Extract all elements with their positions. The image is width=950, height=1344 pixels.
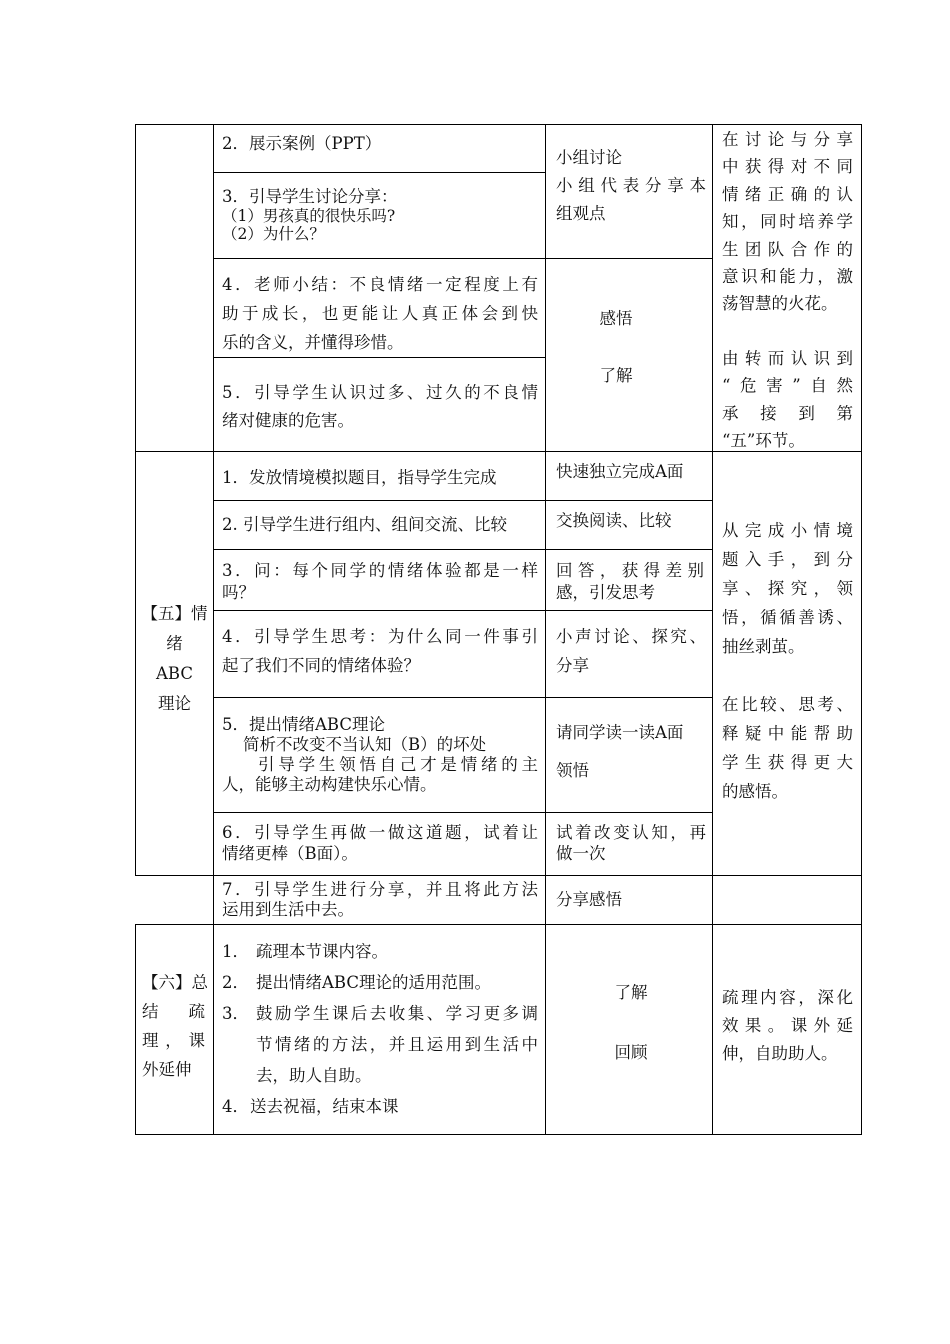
design-intent-text: 效果。课外延 [722, 1016, 853, 1035]
design-intent-text: 承 接 到 第 [722, 403, 853, 423]
teacher-activity-text: 5．提出情绪ABC理论 [222, 715, 385, 734]
design-intent-text: “危害”自然 [722, 376, 853, 396]
student-activity-text: 回答，获得差别 [556, 561, 704, 580]
numbered-item [222, 998, 538, 1091]
design-intent-text: 生团队合作的 [722, 239, 853, 259]
section-title: 结 疏 [142, 1002, 205, 1021]
design-intent-cell [722, 126, 853, 454]
numbered-item [222, 1091, 538, 1122]
design-intent-spacer [722, 318, 853, 345]
section-title: 绪 [166, 634, 183, 653]
student-activity-cell [556, 822, 706, 864]
col-border [213, 124, 214, 1135]
section-title: 【五】情 [141, 604, 208, 623]
section-title-cell [142, 968, 208, 1084]
table-bottom-border [135, 1134, 862, 1135]
teacher-activity-text: 情绪更棒（B面）。 [222, 844, 358, 863]
teacher-activity-text: 2. 引导学生进行组内、组间交流、比较 [222, 515, 507, 534]
row-divider [213, 258, 712, 259]
teacher-activity-text: （1）男孩真的很快乐吗? [222, 207, 396, 225]
row-divider [213, 697, 712, 698]
section-title: 理论 [158, 694, 191, 713]
teacher-activity-text: 乐的含义，并懂得珍惜。 [222, 333, 404, 352]
col-border [135, 124, 136, 875]
teacher-activity-text: （2）为什么？ [222, 225, 325, 243]
teacher-activity-cell [222, 622, 538, 680]
item-text: 节情绪的方法，并且运用到生活中 [256, 1035, 538, 1054]
teacher-activity-text: 6．引导学生再做一做这道题，试着让 [222, 823, 538, 842]
teacher-activity-cell [222, 560, 538, 604]
design-intent-cell [722, 516, 853, 806]
section-title: 外延伸 [142, 1060, 192, 1079]
teacher-activity-text: 1．发放情境模拟题目，指导学生完成 [222, 468, 497, 487]
design-intent-text: 题入手，到分 [722, 550, 853, 569]
teacher-activity-text: 3．问：每个同学的情绪体验都是一样 [222, 561, 538, 580]
item-text: 送去祝福，结束本课 [250, 1097, 399, 1116]
section-title: 理，课 [142, 1031, 205, 1050]
teacher-activity-cell [222, 467, 542, 489]
item-text: 疏理本节课内容。 [256, 942, 388, 961]
student-activity-text: 小组讨论 [556, 148, 622, 167]
student-activity-text: 做一次 [556, 844, 606, 863]
teacher-activity-text: 助于成长，也更能让人真正体会到快 [222, 304, 538, 323]
row-divider [135, 875, 862, 876]
teacher-activity-text: 起了我们不同的情绪体验？ [222, 656, 420, 675]
student-activity-text: 请同学读一读A面 [556, 723, 684, 742]
teacher-activity-cell [222, 822, 538, 864]
section-title: ABC [156, 664, 193, 683]
teacher-activity-text: 7．引导学生进行分享，并且将此方法 [222, 880, 538, 899]
design-intent-text: 释疑中能帮助 [722, 724, 853, 743]
teacher-activity-text: 绪对健康的危害。 [222, 411, 354, 430]
teacher-activity-cell [222, 379, 538, 435]
student-activity-text: 分享 [556, 656, 589, 675]
design-intent-text: 在讨论与分享 [722, 130, 853, 149]
student-activity-cell [556, 461, 708, 483]
item-number: 3． [222, 1004, 249, 1023]
row-divider [213, 812, 712, 813]
student-activity-text: 感悟 [599, 309, 633, 328]
design-intent-text: 的感悟。 [722, 782, 788, 801]
design-intent-text: 疏理内容，深化 [722, 988, 853, 1007]
student-activity-text: 了解 [599, 366, 633, 385]
design-intent-text: 享、探究，领 [722, 579, 853, 598]
student-activity-text: 交换阅读、比较 [556, 511, 672, 530]
design-intent-text: 情绪正确的认 [722, 184, 853, 204]
teacher-activity-text: 吗？ [222, 583, 255, 602]
design-intent-text: 伸，自助助人。 [722, 1044, 838, 1063]
item-number: 1． [222, 942, 249, 961]
row-divider [213, 357, 546, 358]
teacher-activity-text: 5．引导学生认识过多、过久的不良情 [222, 383, 538, 402]
student-activity-text: 组观点 [556, 204, 606, 223]
row-divider [213, 549, 712, 550]
teacher-activity-cell [222, 936, 538, 1122]
table-top-border [135, 124, 862, 125]
student-activity-text: 试着改变认知，再 [556, 823, 706, 842]
numbered-item [222, 967, 538, 998]
section-title: 【六】总 [142, 973, 208, 992]
teacher-activity-text: 简析不改变不当认知（B）的坏处 [222, 735, 487, 754]
teacher-activity-text: 3．引导学生讨论分享： [222, 187, 398, 206]
teacher-activity-cell [222, 270, 538, 357]
section-divider [135, 924, 862, 925]
design-intent-text: 学生获得更大 [722, 753, 853, 772]
item-text: 提出情绪ABC理论的适用范围。 [256, 973, 491, 992]
row-divider [213, 610, 712, 611]
design-intent-text: 由转而认识到 [722, 348, 853, 368]
student-activity-cell [556, 714, 708, 790]
student-activity-text: 感，引发思考 [556, 583, 655, 602]
col-border [135, 924, 136, 1135]
teacher-activity-cell [222, 514, 542, 536]
design-intent-text: “五”环节。 [722, 431, 805, 451]
design-intent-text: 在比较、思考、 [722, 695, 853, 714]
student-activity-text: 了解 [614, 983, 648, 1002]
student-activity-text: 领悟 [556, 761, 589, 780]
teacher-activity-text: 人，能够主动构建快乐心情。 [222, 775, 437, 794]
teacher-activity-cell [222, 186, 540, 243]
design-intent-text: 知，同时培养学 [722, 212, 853, 232]
item-number: 4． [222, 1097, 249, 1116]
design-intent-text: 悟，循循善诱、 [722, 608, 853, 627]
student-activity-text: 快速独立完成A面 [556, 462, 684, 481]
design-intent-text: 抽丝剥茧。 [722, 637, 805, 656]
teacher-activity-cell [222, 715, 538, 795]
student-activity-text: 回顾 [614, 1043, 648, 1062]
design-intent-cell [722, 984, 853, 1068]
student-activity-cell [556, 510, 708, 532]
teacher-activity-text: 4．老师小结：不良情绪一定程度上有 [222, 275, 538, 294]
student-activity-cell [556, 144, 706, 228]
teacher-activity-cell [222, 880, 538, 920]
teacher-activity-text: 运用到生活中去。 [222, 900, 354, 919]
item-text: 鼓励学生课后去收集、学习更多调 [256, 1004, 538, 1023]
student-activity-text: 小组代表分享本 [556, 176, 706, 195]
student-activity-text: 分享感悟 [556, 890, 622, 909]
design-intent-text: 中获得对不同 [722, 157, 853, 177]
student-activity-text: 小声讨论、探究、 [556, 627, 706, 646]
student-activity-cell [546, 982, 716, 1064]
teacher-activity-text: 引导学生领悟自己才是情绪的主 [222, 755, 538, 774]
teacher-activity-cell [222, 133, 540, 155]
col-border [861, 124, 862, 1135]
teacher-activity-text: 4．引导学生思考：为什么同一件事引 [222, 627, 538, 646]
item-text: 去，助人自助。 [256, 1066, 372, 1085]
student-activity-cell [556, 622, 706, 680]
teacher-activity-text: 2．展示案例（PPT） [222, 134, 382, 153]
design-intent-spacer [722, 661, 853, 690]
design-intent-text: 荡智慧的火花。 [722, 294, 838, 314]
design-intent-text: 意识和能力，激 [722, 267, 853, 287]
item-number: 2． [222, 973, 249, 992]
row-divider [213, 172, 546, 173]
student-activity-cell [556, 889, 706, 911]
item-text-block [256, 998, 538, 1091]
row-divider [213, 500, 712, 501]
design-intent-text: 从完成小情境 [722, 521, 853, 540]
numbered-item [222, 936, 538, 967]
student-activity-cell [546, 308, 686, 387]
section-title-cell [136, 599, 213, 719]
student-activity-cell [556, 560, 704, 604]
